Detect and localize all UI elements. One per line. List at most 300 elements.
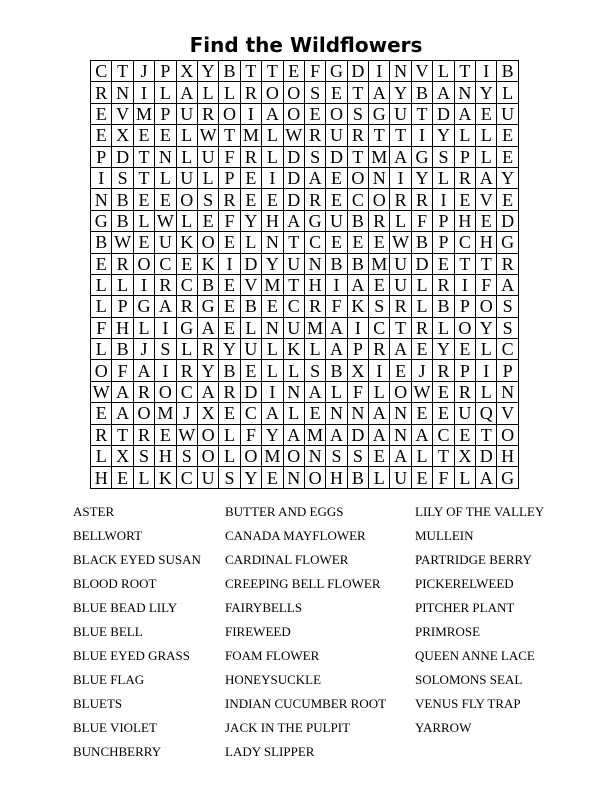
grid-cell[interactable]: P xyxy=(219,167,240,188)
grid-cell[interactable]: G xyxy=(176,317,197,338)
grid-cell[interactable]: U xyxy=(390,467,411,488)
grid-cell[interactable]: R xyxy=(91,82,112,103)
grid-cell[interactable]: U xyxy=(283,253,304,274)
grid-cell[interactable]: P xyxy=(454,296,475,317)
grid-cell[interactable]: X xyxy=(197,403,218,424)
grid-cell[interactable]: R xyxy=(454,167,475,188)
grid-cell[interactable]: V xyxy=(411,61,432,82)
grid-cell[interactable]: E xyxy=(304,103,325,124)
grid-cell[interactable]: I xyxy=(262,381,283,402)
grid-cell[interactable]: O xyxy=(91,360,112,381)
grid-cell[interactable]: E xyxy=(112,467,133,488)
grid-cell[interactable]: X xyxy=(347,360,368,381)
grid-cell[interactable]: A xyxy=(326,317,347,338)
grid-cell[interactable]: E xyxy=(262,296,283,317)
grid-cell[interactable]: L xyxy=(176,125,197,146)
grid-cell[interactable]: I xyxy=(454,274,475,295)
grid-cell[interactable]: L xyxy=(369,381,390,402)
grid-cell[interactable]: L xyxy=(197,82,218,103)
grid-cell[interactable]: H xyxy=(112,317,133,338)
grid-cell[interactable]: Y xyxy=(197,61,218,82)
grid-cell[interactable]: V xyxy=(476,189,497,210)
grid-cell[interactable]: D xyxy=(240,253,261,274)
grid-cell[interactable]: X xyxy=(176,61,197,82)
grid-cell[interactable]: L xyxy=(240,317,261,338)
grid-cell[interactable]: D xyxy=(347,424,368,445)
grid-cell[interactable]: T xyxy=(411,103,432,124)
grid-cell[interactable]: U xyxy=(176,167,197,188)
grid-cell[interactable]: B xyxy=(219,61,240,82)
grid-cell[interactable]: R xyxy=(240,146,261,167)
grid-cell[interactable]: C xyxy=(176,381,197,402)
grid-cell[interactable]: O xyxy=(219,103,240,124)
grid-cell[interactable]: D xyxy=(411,253,432,274)
grid-cell[interactable]: L xyxy=(155,167,176,188)
grid-cell[interactable]: G xyxy=(369,103,390,124)
grid-cell[interactable]: E xyxy=(454,339,475,360)
grid-cell[interactable]: E xyxy=(219,403,240,424)
grid-cell[interactable]: S xyxy=(155,339,176,360)
grid-cell[interactable]: H xyxy=(262,210,283,231)
grid-cell[interactable]: E xyxy=(133,232,154,253)
grid-cell[interactable]: L xyxy=(91,296,112,317)
grid-cell[interactable]: M xyxy=(304,317,325,338)
grid-cell[interactable]: E xyxy=(155,424,176,445)
grid-cell[interactable]: H xyxy=(326,467,347,488)
grid-cell[interactable]: L xyxy=(369,467,390,488)
grid-cell[interactable]: A xyxy=(262,103,283,124)
grid-cell[interactable]: E xyxy=(91,125,112,146)
grid-cell[interactable]: N xyxy=(283,381,304,402)
grid-cell[interactable]: Y xyxy=(262,424,283,445)
grid-cell[interactable]: M xyxy=(369,146,390,167)
grid-cell[interactable]: F xyxy=(433,467,454,488)
grid-cell[interactable]: C xyxy=(240,403,261,424)
grid-cell[interactable]: W xyxy=(283,125,304,146)
grid-cell[interactable]: C xyxy=(454,232,475,253)
grid-cell[interactable]: A xyxy=(197,381,218,402)
grid-cell[interactable]: E xyxy=(369,232,390,253)
grid-cell[interactable]: O xyxy=(240,446,261,467)
grid-cell[interactable]: F xyxy=(219,146,240,167)
grid-cell[interactable]: L xyxy=(133,467,154,488)
grid-cell[interactable]: M xyxy=(262,446,283,467)
grid-cell[interactable]: H xyxy=(476,232,497,253)
grid-cell[interactable]: O xyxy=(283,82,304,103)
grid-cell[interactable]: I xyxy=(240,103,261,124)
grid-cell[interactable]: L xyxy=(133,317,154,338)
grid-cell[interactable]: A xyxy=(476,167,497,188)
grid-cell[interactable]: B xyxy=(197,274,218,295)
grid-cell[interactable]: I xyxy=(433,189,454,210)
grid-cell[interactable]: A xyxy=(454,103,475,124)
grid-cell[interactable]: L xyxy=(454,467,475,488)
grid-cell[interactable]: L xyxy=(91,274,112,295)
grid-cell[interactable]: N xyxy=(497,381,518,402)
grid-cell[interactable]: F xyxy=(347,381,368,402)
grid-cell[interactable]: C xyxy=(347,189,368,210)
grid-cell[interactable]: D xyxy=(283,189,304,210)
grid-cell[interactable]: N xyxy=(454,82,475,103)
grid-cell[interactable]: L xyxy=(326,381,347,402)
grid-cell[interactable]: L xyxy=(283,403,304,424)
grid-cell[interactable]: E xyxy=(133,189,154,210)
grid-cell[interactable]: E xyxy=(369,274,390,295)
grid-cell[interactable]: T xyxy=(347,146,368,167)
grid-cell[interactable]: T xyxy=(112,424,133,445)
grid-cell[interactable]: G xyxy=(133,296,154,317)
grid-cell[interactable]: E xyxy=(476,210,497,231)
grid-cell[interactable]: T xyxy=(454,61,475,82)
grid-cell[interactable]: I xyxy=(476,360,497,381)
grid-cell[interactable]: W xyxy=(197,125,218,146)
grid-cell[interactable]: T xyxy=(369,125,390,146)
grid-cell[interactable]: P xyxy=(433,210,454,231)
grid-cell[interactable]: Y xyxy=(197,360,218,381)
grid-cell[interactable]: L xyxy=(219,82,240,103)
grid-cell[interactable]: K xyxy=(155,467,176,488)
grid-cell[interactable]: C xyxy=(433,424,454,445)
grid-cell[interactable]: N xyxy=(91,189,112,210)
grid-cell[interactable]: P xyxy=(454,360,475,381)
grid-cell[interactable]: K xyxy=(176,232,197,253)
grid-cell[interactable]: T xyxy=(262,61,283,82)
grid-cell[interactable]: C xyxy=(91,61,112,82)
grid-cell[interactable]: E xyxy=(197,210,218,231)
grid-cell[interactable]: E xyxy=(411,339,432,360)
grid-cell[interactable]: A xyxy=(326,424,347,445)
grid-cell[interactable]: R xyxy=(369,210,390,231)
grid-cell[interactable]: I xyxy=(390,167,411,188)
grid-cell[interactable]: I xyxy=(262,167,283,188)
grid-cell[interactable]: T xyxy=(219,125,240,146)
grid-cell[interactable]: H xyxy=(304,274,325,295)
grid-cell[interactable]: N xyxy=(283,467,304,488)
grid-cell[interactable]: C xyxy=(369,317,390,338)
grid-cell[interactable]: I xyxy=(133,82,154,103)
grid-cell[interactable]: L xyxy=(262,339,283,360)
grid-cell[interactable]: Y xyxy=(433,339,454,360)
grid-cell[interactable]: N xyxy=(112,82,133,103)
grid-cell[interactable]: K xyxy=(347,296,368,317)
grid-cell[interactable]: R xyxy=(176,296,197,317)
grid-cell[interactable]: M xyxy=(262,274,283,295)
grid-cell[interactable]: A xyxy=(390,146,411,167)
grid-cell[interactable]: L xyxy=(262,125,283,146)
grid-cell[interactable]: A xyxy=(390,446,411,467)
grid-cell[interactable]: B xyxy=(411,82,432,103)
grid-cell[interactable]: O xyxy=(454,317,475,338)
grid-cell[interactable]: O xyxy=(283,446,304,467)
grid-cell[interactable]: F xyxy=(112,360,133,381)
grid-cell[interactable]: U xyxy=(454,403,475,424)
grid-cell[interactable]: O xyxy=(390,381,411,402)
grid-cell[interactable]: A xyxy=(155,296,176,317)
grid-cell[interactable]: N xyxy=(304,253,325,274)
grid-cell[interactable]: A xyxy=(304,167,325,188)
grid-cell[interactable]: E xyxy=(369,446,390,467)
grid-cell[interactable]: T xyxy=(283,232,304,253)
grid-cell[interactable]: E xyxy=(176,253,197,274)
grid-cell[interactable]: R xyxy=(219,189,240,210)
grid-cell[interactable]: B xyxy=(240,296,261,317)
grid-cell[interactable]: T xyxy=(476,253,497,274)
grid-cell[interactable]: Y xyxy=(411,167,432,188)
grid-cell[interactable]: R xyxy=(133,424,154,445)
grid-cell[interactable]: L xyxy=(262,360,283,381)
grid-cell[interactable]: R xyxy=(91,424,112,445)
grid-cell[interactable]: L xyxy=(112,274,133,295)
grid-cell[interactable]: R xyxy=(112,253,133,274)
grid-cell[interactable]: U xyxy=(326,125,347,146)
grid-cell[interactable]: O xyxy=(497,424,518,445)
grid-cell[interactable]: A xyxy=(112,403,133,424)
grid-cell[interactable]: S xyxy=(176,446,197,467)
grid-cell[interactable]: E xyxy=(240,167,261,188)
grid-cell[interactable]: F xyxy=(219,210,240,231)
grid-cell[interactable]: T xyxy=(133,146,154,167)
grid-cell[interactable]: E xyxy=(326,189,347,210)
grid-cell[interactable]: L xyxy=(433,317,454,338)
grid-cell[interactable]: C xyxy=(176,274,197,295)
grid-cell[interactable]: L xyxy=(390,210,411,231)
grid-cell[interactable]: A xyxy=(112,381,133,402)
grid-cell[interactable]: O xyxy=(369,189,390,210)
grid-cell[interactable]: E xyxy=(91,103,112,124)
grid-cell[interactable]: L xyxy=(476,381,497,402)
grid-cell[interactable]: V xyxy=(240,274,261,295)
grid-cell[interactable]: E xyxy=(497,125,518,146)
grid-cell[interactable]: S xyxy=(347,446,368,467)
grid-cell[interactable]: A xyxy=(262,403,283,424)
grid-cell[interactable]: B xyxy=(347,253,368,274)
grid-cell[interactable]: F xyxy=(476,274,497,295)
grid-cell[interactable]: L xyxy=(476,146,497,167)
grid-cell[interactable]: I xyxy=(476,61,497,82)
grid-cell[interactable]: A xyxy=(369,424,390,445)
grid-cell[interactable]: M xyxy=(369,253,390,274)
grid-cell[interactable]: E xyxy=(155,125,176,146)
grid-cell[interactable]: N xyxy=(390,403,411,424)
grid-cell[interactable]: L xyxy=(91,339,112,360)
grid-cell[interactable]: U xyxy=(390,274,411,295)
grid-cell[interactable]: A xyxy=(133,360,154,381)
grid-cell[interactable]: B xyxy=(219,360,240,381)
grid-cell[interactable]: L xyxy=(219,446,240,467)
grid-cell[interactable]: U xyxy=(390,253,411,274)
grid-cell[interactable]: L xyxy=(304,339,325,360)
grid-cell[interactable]: P xyxy=(91,146,112,167)
grid-cell[interactable]: T xyxy=(433,446,454,467)
grid-cell[interactable]: A xyxy=(497,274,518,295)
grid-cell[interactable]: X xyxy=(112,125,133,146)
grid-cell[interactable]: E xyxy=(133,125,154,146)
grid-cell[interactable]: R xyxy=(133,381,154,402)
grid-cell[interactable]: L xyxy=(476,339,497,360)
grid-cell[interactable]: L xyxy=(411,296,432,317)
grid-cell[interactable]: W xyxy=(176,424,197,445)
grid-cell[interactable]: T xyxy=(454,253,475,274)
grid-cell[interactable]: S xyxy=(433,146,454,167)
grid-cell[interactable]: G xyxy=(411,146,432,167)
grid-cell[interactable]: L xyxy=(262,146,283,167)
grid-cell[interactable]: I xyxy=(155,317,176,338)
grid-cell[interactable]: A xyxy=(390,339,411,360)
grid-cell[interactable]: E xyxy=(304,403,325,424)
grid-cell[interactable]: K xyxy=(197,253,218,274)
grid-cell[interactable]: C xyxy=(283,296,304,317)
grid-cell[interactable]: T xyxy=(390,317,411,338)
grid-cell[interactable]: E xyxy=(326,167,347,188)
grid-cell[interactable]: E xyxy=(219,317,240,338)
grid-cell[interactable]: N xyxy=(390,424,411,445)
grid-cell[interactable]: L xyxy=(476,125,497,146)
grid-cell[interactable]: R xyxy=(304,125,325,146)
grid-cell[interactable]: U xyxy=(283,317,304,338)
grid-cell[interactable]: O xyxy=(326,103,347,124)
grid-cell[interactable]: U xyxy=(497,103,518,124)
grid-cell[interactable]: S xyxy=(304,360,325,381)
grid-cell[interactable]: T xyxy=(476,424,497,445)
grid-cell[interactable]: A xyxy=(283,424,304,445)
grid-cell[interactable]: R xyxy=(454,381,475,402)
grid-cell[interactable]: T xyxy=(240,61,261,82)
grid-cell[interactable]: D xyxy=(433,103,454,124)
grid-cell[interactable]: T xyxy=(133,167,154,188)
grid-cell[interactable]: R xyxy=(197,103,218,124)
grid-cell[interactable]: Y xyxy=(240,210,261,231)
grid-cell[interactable]: B xyxy=(112,339,133,360)
grid-cell[interactable]: L xyxy=(433,167,454,188)
grid-cell[interactable]: W xyxy=(155,210,176,231)
grid-cell[interactable]: R xyxy=(347,125,368,146)
grid-cell[interactable]: B xyxy=(411,232,432,253)
grid-cell[interactable]: V xyxy=(497,403,518,424)
grid-cell[interactable]: Y xyxy=(390,82,411,103)
grid-cell[interactable]: E xyxy=(240,189,261,210)
grid-cell[interactable]: P xyxy=(155,61,176,82)
grid-cell[interactable]: G xyxy=(304,210,325,231)
grid-cell[interactable]: Y xyxy=(497,167,518,188)
grid-cell[interactable]: E xyxy=(454,189,475,210)
grid-cell[interactable]: E xyxy=(497,146,518,167)
grid-cell[interactable]: B xyxy=(326,253,347,274)
grid-cell[interactable]: L xyxy=(219,424,240,445)
grid-cell[interactable]: C xyxy=(176,467,197,488)
grid-cell[interactable]: O xyxy=(133,403,154,424)
grid-cell[interactable]: V xyxy=(112,103,133,124)
grid-cell[interactable]: G xyxy=(197,296,218,317)
grid-cell[interactable]: R xyxy=(155,274,176,295)
grid-cell[interactable]: L xyxy=(240,232,261,253)
grid-cell[interactable]: N xyxy=(326,403,347,424)
grid-cell[interactable]: P xyxy=(433,232,454,253)
grid-cell[interactable]: F xyxy=(240,424,261,445)
grid-cell[interactable]: B xyxy=(112,210,133,231)
grid-cell[interactable]: R xyxy=(304,189,325,210)
grid-cell[interactable]: S xyxy=(326,446,347,467)
grid-cell[interactable]: W xyxy=(91,381,112,402)
grid-cell[interactable]: R xyxy=(411,317,432,338)
grid-cell[interactable]: U xyxy=(197,146,218,167)
grid-cell[interactable]: S xyxy=(369,296,390,317)
grid-cell[interactable]: E xyxy=(219,232,240,253)
grid-cell[interactable]: Q xyxy=(476,403,497,424)
grid-cell[interactable]: L xyxy=(411,446,432,467)
grid-cell[interactable]: M xyxy=(240,125,261,146)
grid-cell[interactable]: B xyxy=(433,296,454,317)
grid-cell[interactable]: E xyxy=(155,189,176,210)
grid-cell[interactable]: J xyxy=(133,61,154,82)
grid-cell[interactable]: E xyxy=(433,381,454,402)
grid-cell[interactable]: O xyxy=(155,381,176,402)
grid-cell[interactable]: A xyxy=(369,82,390,103)
grid-cell[interactable]: R xyxy=(219,381,240,402)
grid-cell[interactable]: E xyxy=(219,296,240,317)
grid-cell[interactable]: B xyxy=(347,467,368,488)
grid-cell[interactable]: T xyxy=(390,125,411,146)
grid-cell[interactable]: G xyxy=(497,232,518,253)
grid-cell[interactable]: W xyxy=(112,232,133,253)
grid-cell[interactable]: E xyxy=(326,82,347,103)
grid-cell[interactable]: L xyxy=(497,82,518,103)
grid-cell[interactable]: E xyxy=(219,274,240,295)
grid-cell[interactable]: E xyxy=(347,232,368,253)
grid-cell[interactable]: E xyxy=(433,253,454,274)
grid-cell[interactable]: O xyxy=(133,253,154,274)
grid-cell[interactable]: A xyxy=(433,82,454,103)
grid-cell[interactable]: A xyxy=(304,381,325,402)
grid-cell[interactable]: O xyxy=(283,103,304,124)
grid-cell[interactable]: I xyxy=(369,61,390,82)
grid-cell[interactable]: E xyxy=(390,360,411,381)
grid-cell[interactable]: D xyxy=(497,210,518,231)
grid-cell[interactable]: G xyxy=(326,61,347,82)
grid-cell[interactable]: E xyxy=(497,189,518,210)
grid-cell[interactable]: A xyxy=(411,424,432,445)
grid-cell[interactable]: S xyxy=(304,146,325,167)
grid-cell[interactable]: H xyxy=(454,210,475,231)
grid-cell[interactable]: N xyxy=(262,317,283,338)
grid-cell[interactable]: L xyxy=(433,61,454,82)
grid-cell[interactable]: C xyxy=(155,253,176,274)
grid-cell[interactable]: H xyxy=(497,446,518,467)
grid-cell[interactable]: I xyxy=(347,317,368,338)
grid-cell[interactable]: E xyxy=(283,61,304,82)
grid-cell[interactable]: B xyxy=(497,61,518,82)
grid-cell[interactable]: T xyxy=(283,274,304,295)
grid-cell[interactable]: Y xyxy=(262,253,283,274)
grid-cell[interactable]: K xyxy=(283,339,304,360)
grid-cell[interactable]: D xyxy=(283,146,304,167)
grid-cell[interactable]: J xyxy=(411,360,432,381)
grid-cell[interactable]: L xyxy=(176,146,197,167)
grid-cell[interactable]: L xyxy=(91,446,112,467)
grid-cell[interactable]: H xyxy=(155,446,176,467)
grid-cell[interactable]: L xyxy=(155,82,176,103)
grid-cell[interactable]: E xyxy=(411,467,432,488)
grid-cell[interactable]: N xyxy=(369,167,390,188)
grid-cell[interactable]: W xyxy=(390,232,411,253)
grid-cell[interactable]: A xyxy=(476,467,497,488)
grid-cell[interactable]: C xyxy=(497,339,518,360)
grid-cell[interactable]: N xyxy=(155,146,176,167)
grid-cell[interactable]: L xyxy=(454,125,475,146)
grid-cell[interactable]: A xyxy=(197,317,218,338)
grid-cell[interactable]: U xyxy=(155,232,176,253)
grid-cell[interactable]: X xyxy=(454,446,475,467)
grid-cell[interactable]: R xyxy=(240,82,261,103)
